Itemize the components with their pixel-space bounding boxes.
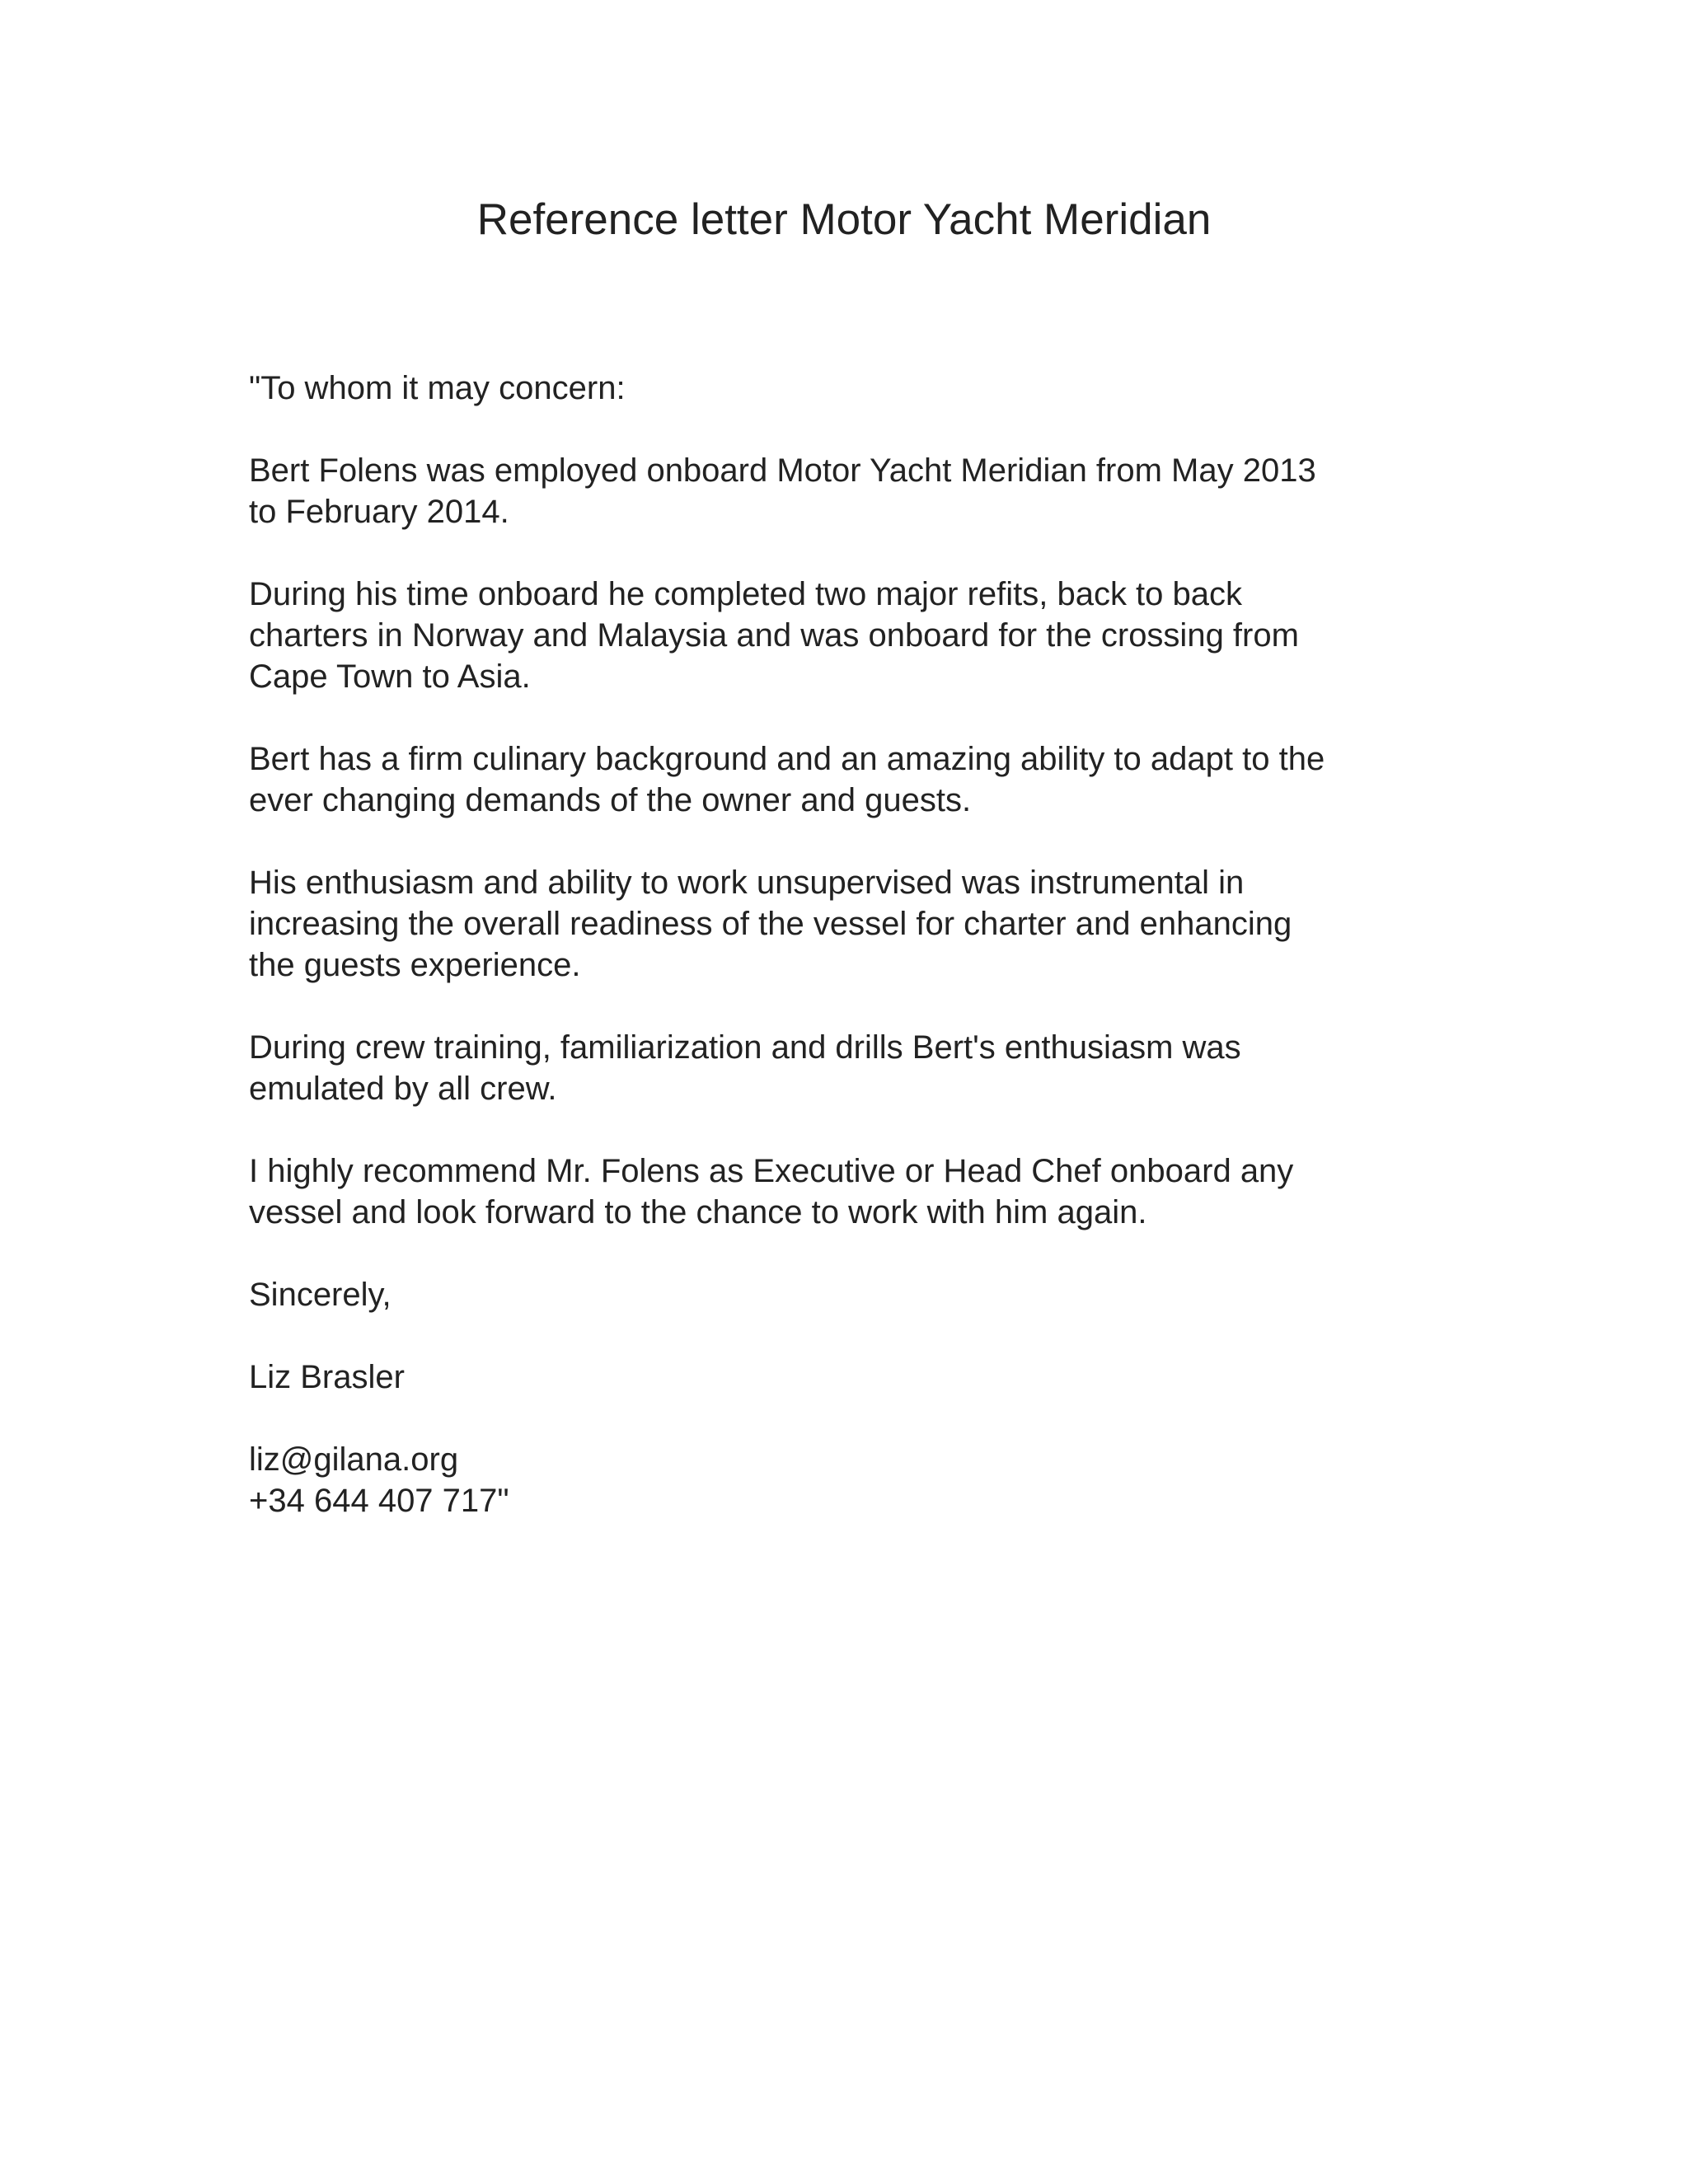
paragraph-training	[249, 1027, 1436, 1109]
contact-block	[249, 1439, 1436, 1521]
letter-title: Reference letter Motor Yacht Meridian	[476, 195, 1212, 244]
text-line: the guests experience.	[249, 947, 581, 983]
text-line: vessel and look forward to the chance to work with him again.	[249, 1194, 1147, 1230]
phone-text: +34 644 407 717"	[249, 1483, 509, 1519]
email-text: liz@gilana.org	[249, 1441, 459, 1478]
text-line: charters in Norway and Malaysia and was onboard for the crossing from	[249, 617, 1299, 654]
paragraph-employment	[249, 450, 1436, 532]
text-line: Bert Folens was employed onboard Motor Yacht Meridian from May 2013	[249, 452, 1316, 489]
text-line: During crew training, familiarization and drills Bert's enthusiasm was	[249, 1029, 1241, 1066]
closing-line: Sincerely,	[249, 1277, 392, 1313]
text-line: I highly recommend Mr. Folens as Executive or Head Chef onboard any	[249, 1153, 1294, 1189]
text-line: During his time onboard he completed two major refits, back to back	[249, 576, 1243, 612]
salutation-line: "To whom it may concern:	[249, 370, 626, 406]
text-line: to February 2014.	[249, 494, 509, 530]
text-line: ever changing demands of the owner and guests.	[249, 782, 972, 818]
text-line: increasing the overall readiness of the vessel for charter and enhancing	[249, 906, 1292, 942]
paragraph-accomplishments	[249, 574, 1436, 697]
paragraph-enthusiasm	[249, 862, 1436, 986]
signer-name	[249, 1357, 1436, 1398]
paragraph-recommendation	[249, 1151, 1436, 1233]
text-line: emulated by all crew.	[249, 1071, 557, 1107]
salutation	[249, 368, 1436, 409]
signer-line: Liz Brasler	[249, 1359, 405, 1395]
text-line: His enthusiasm and ability to work unsupervised was instrumental in	[249, 865, 1245, 901]
text-line: Bert has a firm culinary background and an amazing ability to adapt to the	[249, 741, 1325, 777]
paragraph-background	[249, 738, 1436, 821]
text-line: Cape Town to Asia.	[249, 658, 531, 695]
closing	[249, 1274, 1436, 1315]
letter-body	[249, 368, 1436, 1563]
